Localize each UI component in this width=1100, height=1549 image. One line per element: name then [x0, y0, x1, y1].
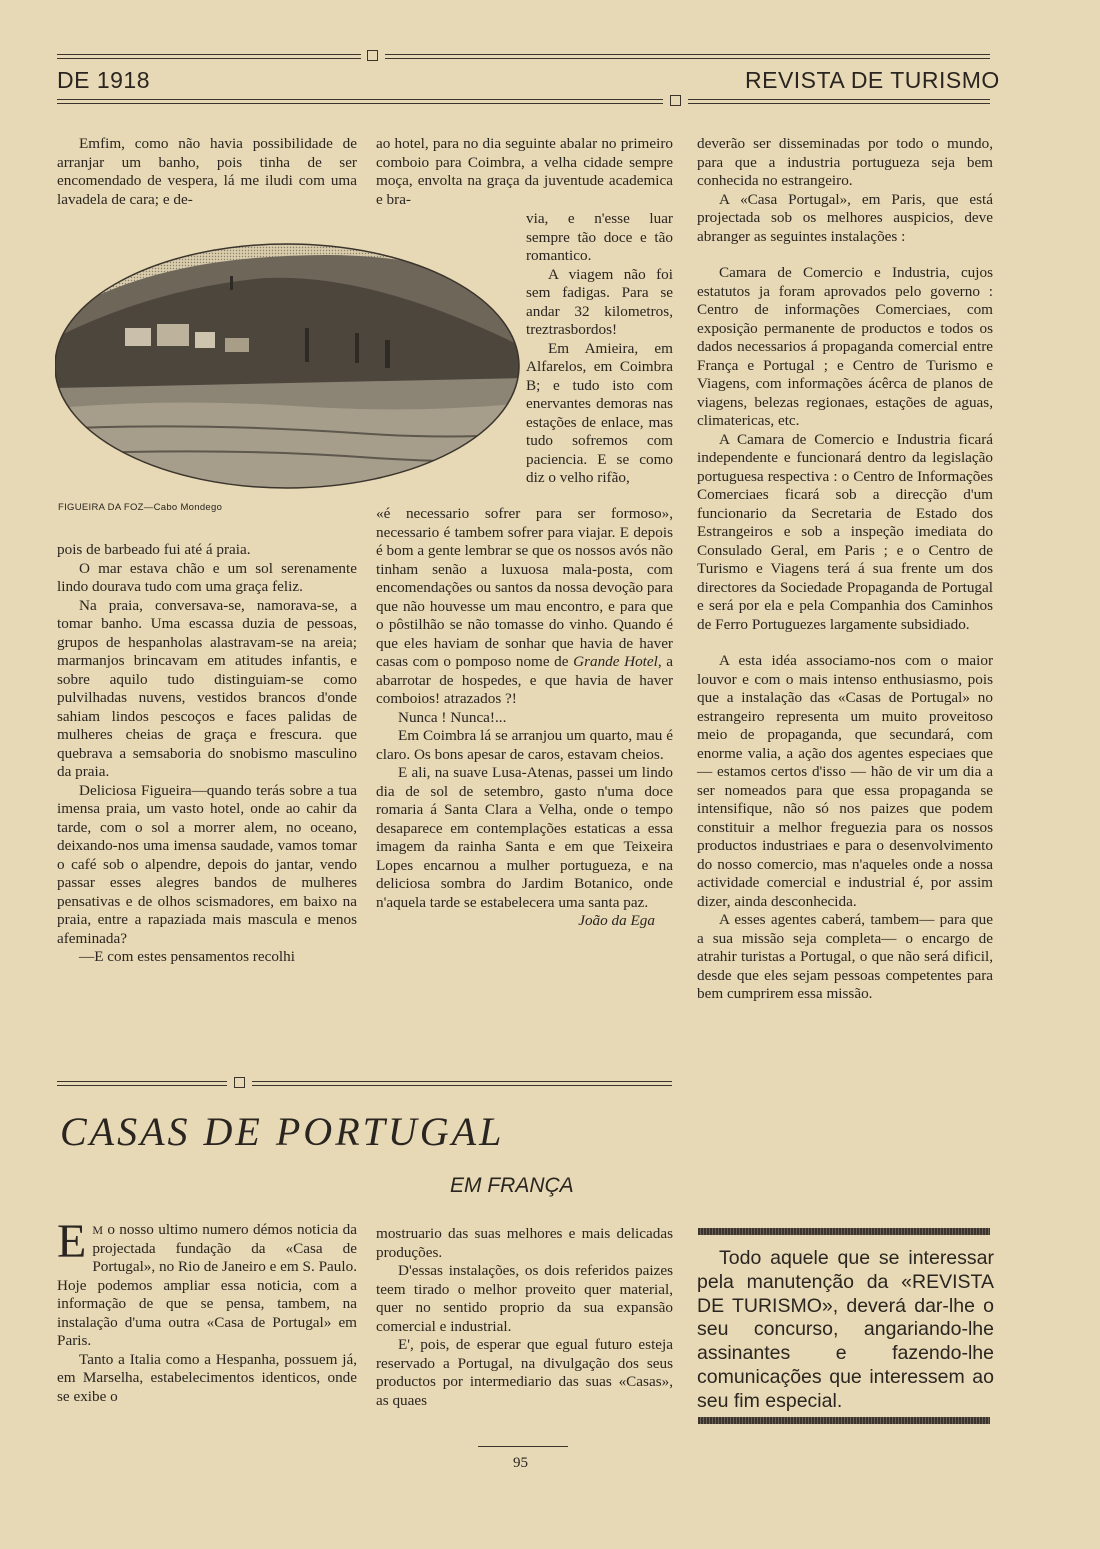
- text-run: «é necessario sofrer para ser formoso», necessario é tambem sofrer para viajar. E depois é bom a gente lembrar se que os nossos avós não tinham senão a luxuosa mala-posta, com encomendações ou santos da nossa devoção para que não houvesse um mau encontro, e para que o pôstilhão se não tomasse do vinho. Quando é que eles haviam de sonhar que havia de haver casas com o pomposo nome de: [376, 505, 673, 670]
- paragraph: Deliciosa Figueira—quando terás sobre a tua imensa praia, um vasto hotel, onde ao cahir da tarde, com o sol a morrer alem, no oceano, deixando-nos uma imensa saudade, vamos tomar o café sob o alpendre, depois do jantar, vendo passar esses alegres bandos de mulheres pensativas e de olhos scismadores, em baixo na praia, entre a rapaziada mais mascula e menos afeminada?: [57, 781, 357, 947]
- paragraph: D'essas instalações, os dois referidos paizes teem tirado o melhor proveito quer material, quer no sentido proprio da sua expansão comercial e industrial.: [376, 1262, 673, 1335]
- notice-text: Todo aquele que se interessar pela manutenção da «REVISTA DE TURISMO», deverá dar-lhe o seu concurso, angariando-lhe assinantes e fazendo-lhe comunicações que interessem ao seu fim especial.: [697, 1247, 994, 1412]
- paragraph: Tanto a Italia como a Hespanha, possuem já, em Marselha, estabelecimentos identicos, onde se exibe o: [57, 1350, 357, 1405]
- photo-figueira: [55, 228, 525, 508]
- header-left: DE 1918: [57, 67, 151, 93]
- sub-rule-right: [688, 99, 990, 104]
- paragraph: Emfim, como não havia possibilidade de arranjar um banho, pois tinha de ser encomendado de vespera, lá me iludi com uma lavadela de cara; e de-: [57, 135, 357, 208]
- drop-cap: E: [57, 1215, 87, 1268]
- sub-rule-left: [57, 99, 663, 104]
- page-number-rule: [478, 1446, 568, 1447]
- casas-col3: [697, 135, 993, 1004]
- paragraph: mostruario das suas melhores e mais delicadas produções.: [376, 1225, 673, 1261]
- text-run: , a abarrotar de hospedes, e que havia de haver comboios! atrazados ?!: [376, 653, 673, 707]
- page-number: 95: [513, 1455, 528, 1471]
- paragraph: A esses agentes caberá, tambem— para que a sua missão seja completa— o encargo de atrahir turistas a Portugal, o que não será dificil, desde que eles sejam pessoas competentes para bem cumprirem essa missão.: [697, 911, 993, 1002]
- section-rule-right: [252, 1081, 672, 1086]
- casas-col2: [376, 1225, 673, 1410]
- landscape-photo: [55, 228, 525, 508]
- paragraph: E', pois, de esperar que egual futuro esteja reservado a Portugal, na divulgação dos seus productos por intermediario das suas «Casas», as quaes: [376, 1336, 673, 1409]
- paragraph: A Camara de Comercio e Industria ficará independente e funcionará dentro da legislação portuguesa respectiva : o Centro de Informações Comerciaes ficará sob a direcção d'um funcionario da Secretaria de Estado dos Estrangeiros e sob a inspeção imediata do Consulado Geral, em Paris ; e o Centro de Turismo e Viagens terá á sua frente um dos directores da Sociedade Propaganda de Portugal e será por ela e pela Companhia dos Caminhos de Ferro Portuguezes largamente subsidiado.: [697, 430, 993, 633]
- text-run: o nosso ultimo numero démos noticia da projectada fundação da «Casa de Portugal», no Rio de Janeiro e em S. Paulo. Hoje podemos ampliar essa noticia, com a informação de que se pensa, tambem, na instalação d'uma outra «Casa de Portugal» em Paris.: [57, 1221, 357, 1349]
- paragraph: Na praia, conversava-se, namorava-se, a tomar banho. Uma escassa duzia de pessoas, grupos de hespanholas alastravam-se na areia; marmanjos brincavam em atitudes infantis, e sobre aquilo tudo distinguiam-se como pulvilhadas nuvens, vestidos brancos d'onde sahiam lindos pescoços e faces palidas de mulheres cheias de graça e frescura. que quebrava a semsaboria do snobismo masculino da praia.: [57, 596, 357, 780]
- article1-col1: [57, 541, 357, 967]
- paragraph: A esta idéa associamo-nos com o maior louvor e com o mais intenso enthusiasmo, pois que a instalação das «Casas de Portugal» no estrangeiro representa um muito proveitoso meio de propaganda, que secundará, com enorme valia, a ação dos agentes especiaes que — estamos certos d'isso — hão de vir um dia a ser nomeados para que essa propaganda se intensifique, não só nos paizes que podem constituir a melhor freguezia para os nossos productos industriaes e para o desenvolvimento do nosso comercio, mas n'aqueles onde a nossa actividade comercial e industrial é, por assim dizer, ainda desconhecida.: [697, 652, 993, 910]
- paragraph: Nunca ! Nunca!...: [398, 708, 507, 726]
- photo-caption: FIGUEIRA DA FOZ—Cabo Mondego: [58, 502, 223, 513]
- signature: João da Ega: [578, 912, 655, 929]
- small-caps-word: M: [92, 1223, 103, 1237]
- article1-col2: [376, 505, 673, 931]
- notice-bar-top: [698, 1228, 990, 1235]
- paragraph: E ali, na suave Lusa-Atenas, passei um lindo dia de sol de setembro, gasto n'uma doce romaria á Santa Clara a Velha, onde o tempo desaparece em contemplações estaticas a essa imagem da rainha Santa e em que Teixeira Lopes encarnou a mulher portugueza, e na deliciosa sombra do Jardim Botanico, onde n'aquela tarde se estabelecera uma santa paz.: [376, 764, 673, 911]
- paragraph: —E com estes pensamentos recolhi: [79, 948, 295, 965]
- top-rule-right: [385, 54, 990, 59]
- notice-bar-bottom: [698, 1417, 990, 1424]
- rule-ornament: [234, 1077, 245, 1088]
- paragraph: deverão ser disseminadas por todo o mundo, para que a industria portugueza seja bem conhecida no estrangeiro.: [697, 135, 993, 189]
- section-rule-left: [57, 1081, 227, 1086]
- header-right: REVISTA DE TURISMO: [745, 67, 1000, 93]
- casas-col1: [57, 1215, 357, 1406]
- article1-col2-narrow: [526, 210, 673, 488]
- article-title: CASAS DE PORTUGAL: [60, 1109, 505, 1154]
- paragraph: Em Amieira, em Alfarelos, em Coimbra B; e tudo isto com enervantes demoras nas estações de enlace, mas tudo sofremos com paciencia. E se como diz o velho rifão,: [526, 339, 673, 486]
- paragraph: Camara de Comercio e Industria, cujos estatutos ja foram aprovados pelo governo : Centro de informações Comerciaes, com exposição permanente de productos e todos os dados necessarios á propaganda comercial entre França e Portugal ; e Centro de Turismo e Viagens, com informações ácêrca de planos de viagens, belezas regionaes, estações de aguas, climatericas, etc.: [697, 264, 993, 429]
- paragraph: [57, 1215, 357, 1351]
- article1-col2-top: [376, 135, 673, 209]
- paragraph: A viagem não foi sem fadigas. Para se andar 32 kilometros, treztrasbordos!: [526, 265, 673, 338]
- paragraph: ao hotel, para no dia seguinte abalar no primeiro comboio para Coimbra, a velha cidade sempre moça, envolta na graça da juventude academica e bra-: [376, 135, 673, 208]
- subscription-notice: [697, 1247, 994, 1414]
- rule-ornament: [367, 50, 378, 61]
- article1-col1-top: [57, 135, 357, 209]
- paragraph: pois de barbeado fui até á praia.: [57, 541, 251, 558]
- paragraph: via, e n'esse luar sempre tão doce e tão romantico.: [526, 210, 673, 264]
- paragraph: A «Casa Portugal», em Paris, que está projectada sob os melhores auspicios, deve abranger as seguintes instalações :: [697, 190, 993, 245]
- paragraph: [376, 505, 673, 709]
- grand-hotel-name: Grande Hotel: [573, 653, 658, 670]
- article-subtitle: EM FRANÇA: [450, 1174, 574, 1197]
- rule-ornament: [670, 95, 681, 106]
- paragraph: O mar estava chão e um sol serenamente lindo dourava tudo com uma graça feliz.: [57, 559, 357, 595]
- paragraph: Em Coimbra lá se arranjou um quarto, mau é claro. Os bons apesar de caros, estavam cheios.: [376, 727, 673, 763]
- top-rule-left: [57, 54, 361, 59]
